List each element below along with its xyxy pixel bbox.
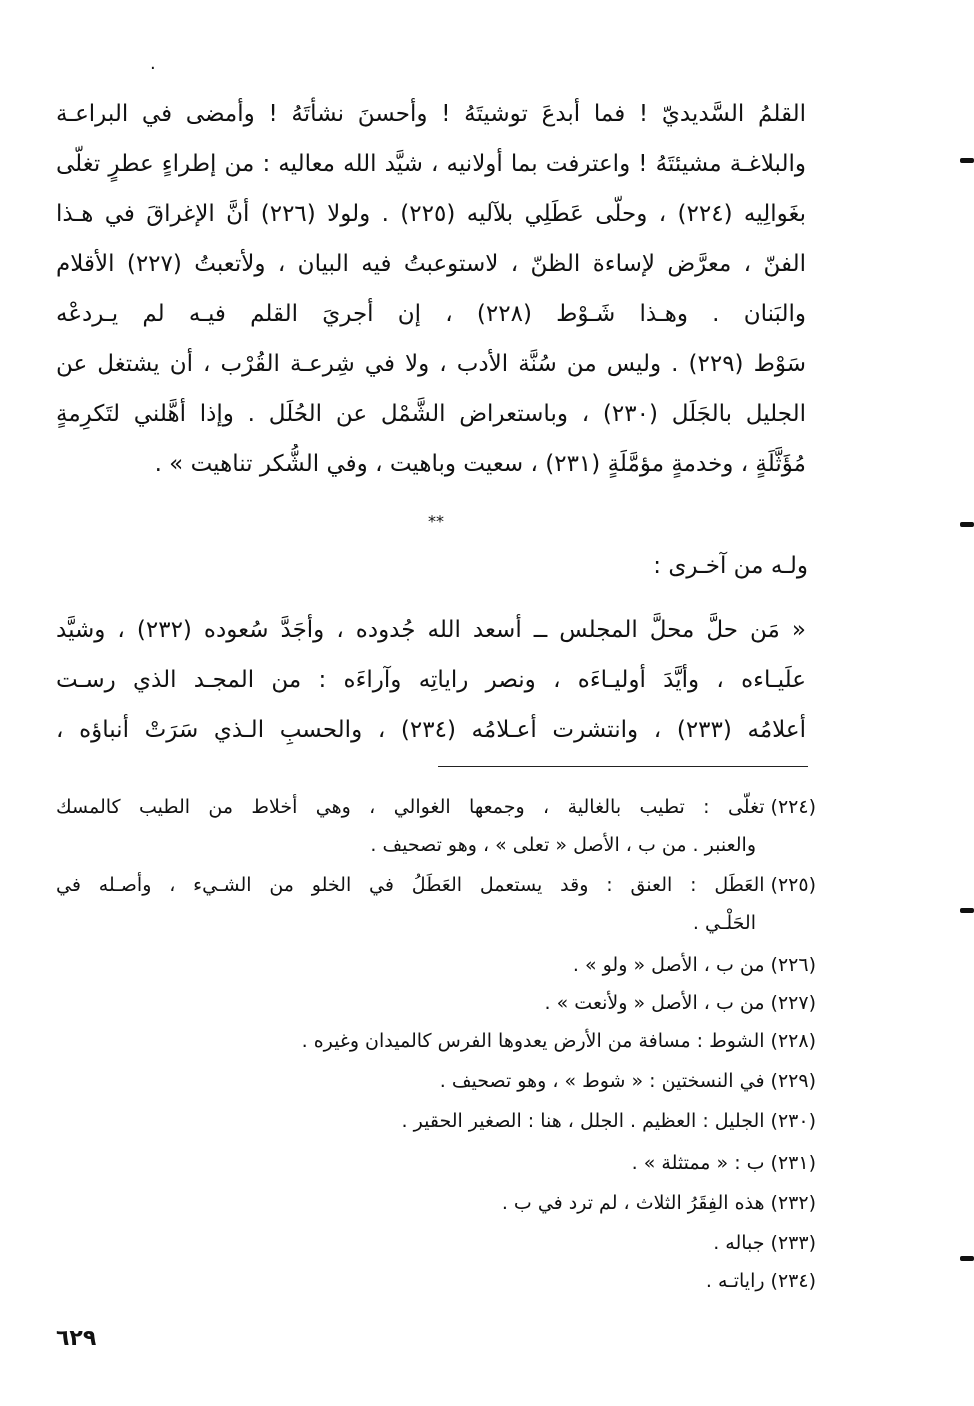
body-line: مُؤَثَّلَةٍ ، وخدمةٍ مؤمَّلَةٍ (٢٣١) ، سعيت وباهيت ، وفي الشُّكر تناهيت » . (154, 451, 806, 477)
footnote-number: (٢٢٨) (770, 1030, 816, 1052)
footnote-text: من ب ، الأصل « ولو » . (572, 954, 765, 976)
footnote-text: العَطَل : العنق : وقد يستعمل العَطَلُ في الخلو من الشـيء ، وأصـله في (56, 874, 765, 896)
footnote-number: (٢٣١) (770, 1152, 816, 1174)
footnote (56, 986, 816, 1020)
footnote-continuation: الحَلْـي . (692, 912, 756, 934)
footnote-text: ب : « ممتثلة » . (631, 1152, 765, 1174)
footnote-number: (٢٣٣) (770, 1232, 816, 1254)
footnote-divider (438, 766, 808, 767)
footnote-text: جباله . (713, 1232, 765, 1254)
footnote-number: (٢٢٩) (770, 1070, 816, 1092)
stray-mark: · (150, 58, 156, 79)
body-line: الفنّ ، معرَّض لإساءة الظنّ ، لاستوعبتُ فيه البيان ، ولأتعبتُ (٢٢٧) الأقلام (56, 251, 806, 277)
footnote (56, 1146, 816, 1180)
footnote-number: (٢٢٦) (770, 954, 816, 976)
scan-edge-mark (960, 522, 974, 527)
footnote-text: تغلّى : تطيب بالغالية ، وجمعها الغوالي ، وهي أخلاط من الطيب كالمسك (56, 796, 765, 818)
footnote-text: من ب ، الأصل « ولأنعت » . (544, 992, 765, 1014)
footnote-number: (٢٢٤) (770, 796, 816, 818)
section-subheading: ولـه من آخـرى : (653, 553, 808, 579)
footnote-continuation: والعنبر . من ب ، الأصل « تعلى » ، وهو تصحيف . (370, 834, 756, 856)
footnote-text: الجليل : العظيم . الجلل ، هنا : الصغير الحقير . (401, 1110, 765, 1132)
letter-line: أعلامُه (٢٣٣) ، وانتشرت أعـلامُه (٢٣٤) ، والحسبِ الـذي سَرَتْ أنباؤه ، (56, 717, 806, 743)
footnote-text: في النسختين : « شوط » ، وهو تصحيف . (439, 1070, 765, 1092)
footnote-text: راياتـه . (705, 1270, 765, 1292)
footnote (56, 1226, 816, 1260)
section-separator: ⁎⁎ (428, 507, 444, 526)
footnote-number: (٢٢٧) (770, 992, 816, 1014)
body-line: والبلاغـة مشيئتَهُ ! واعترفت بما أولانيه ، شيَّد الله معاليه : من إطراءٍ عطرٍ تغلّى (56, 151, 806, 177)
footnote-number: (٢٣٢) (770, 1192, 816, 1214)
footnote-text: الشوط : مسافة من الأرض يعدوها الفرس كالميدان وغيره . (301, 1030, 765, 1052)
footnote-number: (٢٢٥) (770, 874, 816, 896)
footnote-text: هذه الفِقَرُ الثلاث ، لم ترد في ب . (501, 1192, 765, 1214)
footnote (56, 1186, 816, 1220)
footnote (56, 790, 816, 824)
body-line: القلمُ السَّديديّ ! فما أبدعَ توشيتَهُ ! وأحسنَ نشأتَهُ ! وأمضى في البراعـة (56, 101, 806, 127)
footnote-number: (٢٣٤) (770, 1270, 816, 1292)
footnote (56, 948, 816, 982)
body-line: سَوْط (٢٢٩) . وليس من سُنَّة الأدب ، ولا في شِرعـة القُرْب ، أن يشتغل عن (56, 351, 806, 377)
scan-edge-mark (960, 158, 974, 163)
footnote (56, 868, 816, 902)
footnote-number: (٢٣٠) (770, 1110, 816, 1132)
body-line: الجليل بالجَلَل (٢٣٠) ، وباستعراض الشَّمْل عن الحُلَل . وإذا أهَّلني لتَكرِمةٍ (56, 401, 806, 427)
letter-line: علَيـاءه ، وأيَّدَ أوليـاءَه ، ونصر راياتِه وآراءَه : من المجـد الذي رسـت (56, 667, 806, 693)
footnote (56, 1104, 816, 1138)
footnote (56, 1064, 816, 1098)
scan-edge-mark (960, 908, 974, 913)
page-number: ٦٢٩ (56, 1326, 97, 1351)
scan-edge-mark (960, 1256, 974, 1261)
body-line: بغَوالِيه (٢٢٤) ، وحلّى عَطَلِي بلآليه (٢٢٥) . ولولا (٢٢٦) أنَّ الإغراقَ في هـذا (56, 201, 806, 227)
body-line: والبَنان . وهـذا شَـوْط (٢٢٨) ، إن أجريَ القلم فيـه لم يـردعْه (56, 301, 806, 327)
footnote (56, 1024, 816, 1058)
letter-line: « مَن حلَّ محلَّ المجلس ــ أسعد الله جُدوده ، وأجَدَّ سُعوده (٢٣٢) ، وشيَّد (56, 617, 806, 643)
footnote (56, 1264, 816, 1298)
